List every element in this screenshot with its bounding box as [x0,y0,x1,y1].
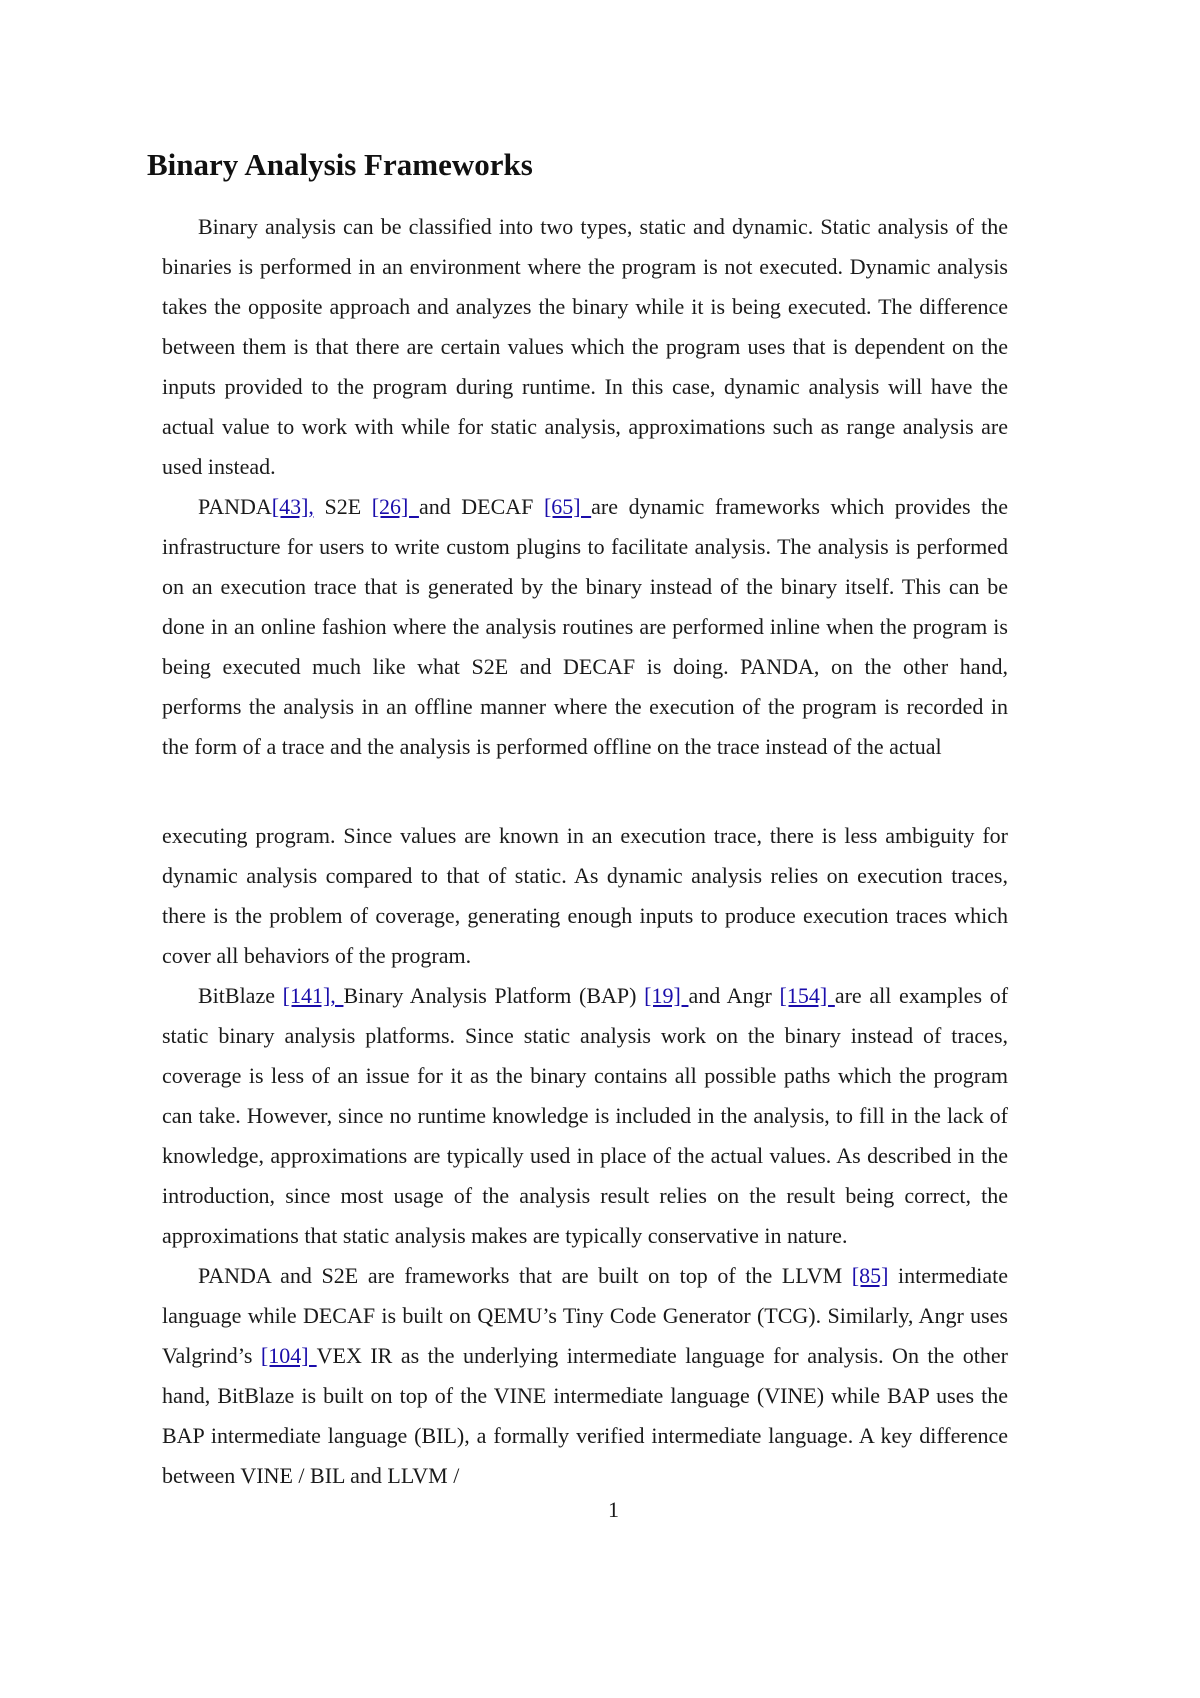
paragraph-static-vs-dynamic: Binary analysis can be classified into two types, static and dynamic. Static analysis of the binaries is performed in an environment where the program is not executed. Dynamic analysis takes the opposite approach and analyzes the binary while it is being executed. The difference between them is that there are certain values which the program uses that is dependent on the inputs provided to the program during runtime. In this case, dynamic analysis will have the actual value to work with while for static analysis, approximations such as range analysis are used instead. [162,214,1008,479]
citation-link-154[interactable]: [154] [779,983,835,1008]
text-run: are dynamic frameworks which provides the infrastructure for users to write custom plugins to facilitate analysis. The analysis is performed on an execution trace that is generated by the binary instead of the binary itself. This can be done in an online fashion where the analysis routines are performed inline when the program is being executed much like what S2E and DECAF is doing. PANDA, on the other hand, performs the analysis in an offline manner where the execution of the program is recorded in the form of a trace and the analysis is performed offline on the trace instead of the actual [162,494,1009,759]
text-run: are all examples of static binary analysis platforms. Since static analysis work on the binary instead of traces, coverage is less of an issue for it as the binary contains all possible paths which the program can take. However, since no runtime knowledge is included in the analysis, to fill in the lack of knowledge, approximations are typically used in place of the actual values. As described in the introduction, since most usage of the analysis result relies on the result being correct, the approximations that static analysis makes are typically conservative in nature. [162,983,1009,1248]
citation-link-85[interactable]: [85] [851,1263,889,1288]
paragraph-dynamic-frameworks [162,487,1008,767]
citation-link-19[interactable]: [19] [644,983,689,1008]
citation-link-104[interactable]: [104] [260,1343,317,1368]
paragraph-static-platforms [162,976,1008,1256]
text-run: PANDA and S2E are frameworks that are built on top of the LLVM [198,1263,852,1288]
citation-link-141[interactable]: [141], [282,983,344,1008]
text-run: intermediate language while DECAF is built on QEMU’s Tiny Code Generator (TCG). Similarly, Angr uses Valgrind’s [162,1263,1008,1368]
text-run: and Angr [688,983,780,1008]
text-run: and DECAF [418,494,544,519]
citation-link-43[interactable]: [43], [271,494,314,519]
text-run: S2E [313,494,372,519]
page-number: 1 [608,1497,619,1522]
citation-link-26[interactable]: [26] [371,494,419,519]
paragraph-intermediate-languages [162,1256,1008,1496]
text-run: Binary Analysis Platform (BAP) [343,983,645,1008]
section-title: Binary Analysis Frameworks [147,147,533,182]
text-run: VEX IR as the underlying intermediate language for analysis. On the other hand, BitBlaze is built on top of the VINE intermediate language (VINE) while BAP uses the BAP intermediate language (BIL), a formally verified intermediate language. A key difference between VINE / BIL and LLVM / [162,1343,1008,1488]
text-run: PANDA [198,494,272,519]
text-run: BitBlaze [198,983,283,1008]
paragraph-dynamic-frameworks-continued: executing program. Since values are known in an execution trace, there is less ambiguity for dynamic analysis compared to that of static. As dynamic analysis relies on execution traces, there is the problem of coverage, generating enough inputs to produce execution traces which cover all behaviors of the program. [162,823,1008,968]
citation-link-65[interactable]: [65] [543,494,592,519]
text-block-upper [162,207,1008,767]
text-block-lower [162,816,1008,1496]
